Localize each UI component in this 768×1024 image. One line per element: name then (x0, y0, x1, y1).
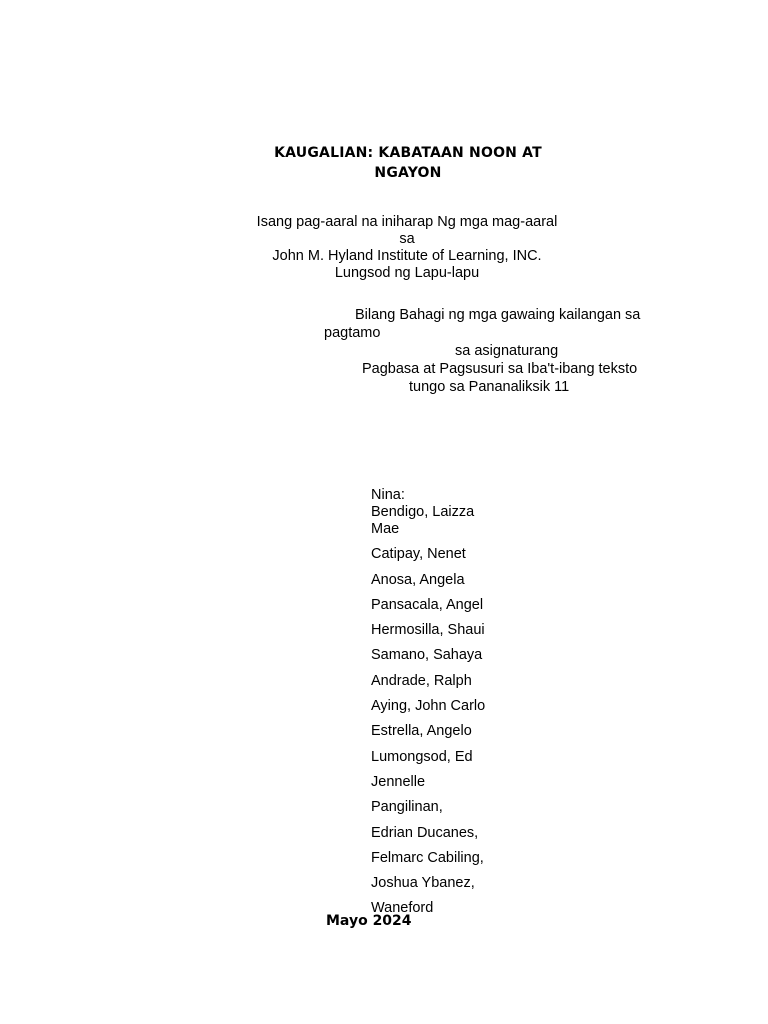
author-name: Jennelle (371, 773, 426, 790)
author-name: Joshua Ybanez, (371, 875, 475, 892)
purpose-line-2: pagtamo (324, 325, 381, 341)
document-date: Mayo 2024 (326, 913, 412, 929)
author-name: Edrian Ducanes, (371, 824, 479, 841)
author-name: Felmarc Cabiling, (371, 849, 484, 866)
author-name: Lumongsod, Ed (371, 748, 473, 765)
authors-label: Nina: (371, 487, 405, 503)
institution-name: John M. Hyland Institute of Learning, INC. (272, 248, 542, 264)
author-name: Anosa, Angela (371, 571, 465, 588)
purpose-line-3: sa asignaturang (455, 343, 559, 359)
purpose-line-1: Bilang Bahagi ng mga gawaing kailangan sa (355, 307, 641, 323)
city-name: Lungsod ng Lapu-lapu (334, 265, 480, 281)
author-name: Waneford (371, 900, 434, 917)
author-name: Hermosilla, Shaui (371, 622, 485, 639)
title-line-2: NGAYON (374, 165, 442, 181)
intro-line-2: sa (399, 231, 415, 247)
intro-line-1: Isang pag-aaral na iniharap Ng mga mag-aaral (256, 214, 558, 230)
author-name: Andrade, Ralph (371, 672, 472, 689)
title-line-1: KAUGALIAN: KABATAAN NOON AT (274, 145, 542, 161)
author-name: Pangilinan, (371, 799, 443, 816)
author-name: Samano, Sahaya (371, 647, 483, 664)
author-name: Estrella, Angelo (371, 723, 472, 740)
author-name: Bendigo, Laizza Mae (371, 504, 475, 537)
subject-name: Pagbasa at Pagsusuri sa Iba't-ibang teksto (362, 361, 638, 377)
author-name: Pansacala, Angel (371, 596, 484, 613)
author-name: Aying, John Carlo (371, 698, 486, 715)
authors-list (371, 487, 489, 926)
author-name: Catipay, Nenet (371, 546, 466, 563)
document-title (248, 143, 568, 183)
subject-name-cont: tungo sa Pananaliksik 11 (409, 379, 570, 395)
